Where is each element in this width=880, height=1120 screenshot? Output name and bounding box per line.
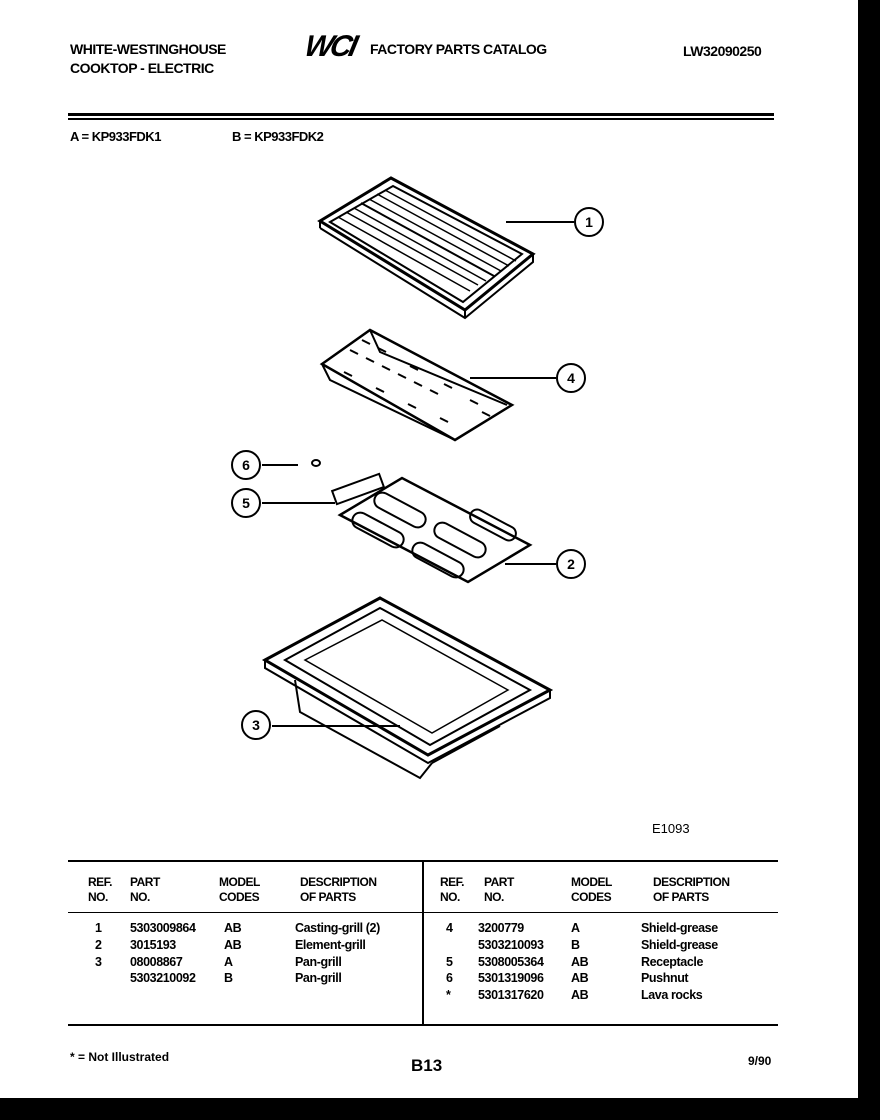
callout-1: 1	[585, 214, 593, 230]
table-bottom-rule	[68, 1024, 778, 1026]
model-a: A = KP933FDK1	[70, 129, 161, 144]
element-grill-drawing	[262, 474, 556, 582]
header-model-codes: MODEL CODES	[219, 875, 260, 904]
pushnut-drawing	[312, 460, 320, 466]
callout-3: 3	[252, 717, 260, 733]
brand-name: WHITE-WESTINGHOUSE	[70, 41, 226, 57]
header-part-no: PART NO.	[130, 875, 160, 904]
left-part-column: 5303009864 3015193 08008867 5303210092	[130, 921, 196, 986]
catalog-title: FACTORY PARTS CATALOG	[370, 41, 547, 57]
catalog-number: LW32090250	[683, 43, 762, 59]
scan-border-right	[858, 0, 880, 1120]
grill-pan-drawing	[265, 598, 550, 778]
right-codes-column: A B AB AB AB	[571, 921, 589, 1003]
callout-2: 2	[567, 556, 575, 572]
footnote: * = Not Illustrated	[70, 1050, 170, 1064]
table-divider	[422, 860, 424, 1026]
grease-shield-drawing	[322, 330, 556, 440]
left-desc-column: Casting-grill (2) Element-grill Pan-grill Pan-grill	[295, 921, 380, 986]
header-ref-no: REF. NO.	[88, 875, 113, 904]
header-description: DESCRIPTION OF PARTS	[300, 875, 377, 904]
figure-code: E1093	[652, 821, 690, 836]
product-type: COOKTOP - ELECTRIC	[70, 60, 214, 76]
model-b: B = KP933FDK2	[232, 129, 324, 144]
scan-border-bottom	[0, 1098, 880, 1120]
left-codes-column: AB AB A B	[224, 921, 242, 986]
callout-4: 4	[567, 370, 575, 386]
right-part-column: 3200779 5303210093 5308005364 5301319096 5301317620	[478, 921, 544, 1003]
header-part-no-right: PART NO.	[484, 875, 514, 904]
header-ref-no-right: REF. NO.	[440, 875, 465, 904]
page-number: B13	[411, 1056, 443, 1075]
receptacle-drawing	[332, 474, 384, 504]
revision-date: 9/90	[748, 1054, 772, 1068]
callout-6: 6	[242, 457, 250, 473]
right-ref-column: 4 5 6 *	[446, 921, 453, 1003]
header-description-right: DESCRIPTION OF PARTS	[653, 875, 730, 904]
header-model-codes-right: MODEL CODES	[571, 875, 612, 904]
callout-5: 5	[242, 495, 250, 511]
right-desc-column: Shield-grease Shield-grease Receptacle Pushnut Lava rocks	[641, 921, 718, 1003]
wci-logo: WCI	[301, 30, 358, 63]
casting-grill-drawing	[320, 178, 574, 318]
left-ref-column: 1 2 3	[95, 921, 102, 969]
